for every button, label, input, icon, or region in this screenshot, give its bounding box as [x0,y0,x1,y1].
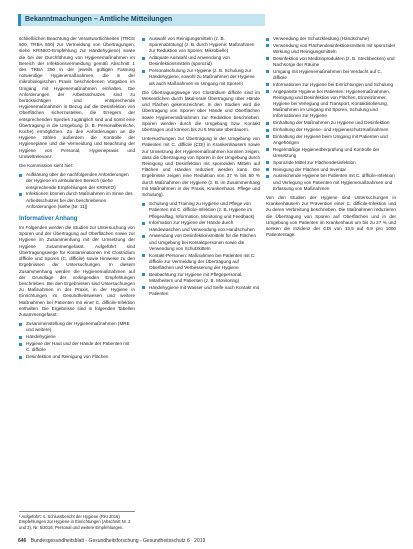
list-item: Angepasste Hygiene bei Patienten: Hygienemaßnahmen, Reinigung und Desinfektion von Flächen, Einzelzimmer, Hygiene bei Verlegung und Transport, Kontaktisolierung, Maßnahmen im Umgang mit Sporen, Schulung und Informationen zur Hygiene [266,89,396,120]
body-paragraph: Im Folgenden werden die Studien zur Untersuchung von Sporen und der Übertragung auf Oberflächen sowie zur Hygiene im Zusammenhang mit der Umsetzung der Hygiene zusammengefasst. Aufgeführt sind Übertragungswege für Kontaminationen mit Clostridium difficile und Sporen (C. difficile) sowie Hinweise zu den Ergebnissen der Untersuchungen. In diesem Zusammenhang werden die Hygienemaßnahmen auf der Grundlage der vorliegenden Empfehlungen beschrieben. Bei den Ergebnissen sind Untersuchungen zu Maßnahmen in der Praxis, in der Hygiene in Einrichtungen im Gesundheitswesen und weitere Maßnahmen bei Patienten mit einer C. difficile-Infektion enthalten. Die Ergebnisse sind in folgenden Tabellen zusammengefasst: [19,225,135,317]
page-number: 646 [18,538,27,544]
list-item: Einhaltung der Hygiene beim Umgang mit Patienten und Angehörigen [266,134,396,146]
bullet-list [19,172,135,210]
section-heading: Informativer Anhang [19,216,78,223]
list-item: Einhaltung der Maßnahmen zu Hygiene und Desinfektion [266,120,396,126]
list-item: Desinfektion und Reinigung von Flächen [19,354,135,360]
list-item: Einhaltung der Hygiene- und Hygieneschutzmaßnahmen [266,127,396,133]
body-paragraph: Von den Studien der Hygiene sind Untersuchungen in Krankenhäusern zur Prävention einer C. difficile-Infektion und zu deren Verbreitung beschrieben. Die Maßnahmen reduzieren die Übertragung von Sporen auf Oberflächen und in der Umgebung von Patienten im Krankenhaus um bis zu 27 % und senken die Inzidenz der CDI von 13,5 auf 6,9 pro 1000 Patiententage. [266,195,396,238]
body-paragraph: schließlichen Beachtung der Verantwortlichkeiten (TRGS 500, TRBA 500) zur Vermeidung von Übertragungen, siehe KRINKO-Empfehlung zur Händehygiene) sowie die bei der Durchführung von Hygienemaßnahmen im Bereich der Infektionsvermeidung gemäß Abschnitt 1 des TRBA 250 in der jeweils gültigen Fassung notwendige Hygienemaßnahmen, die in der mikrobiologischen Praxis beschriebenen Vorgaben im Umgang mit Hygienemaßnahmen einhalten. Die Anforderungen der Arbeitsschutzes sind zu berücksichtigen und entsprechende Hygienemaßnahmen in Bezug auf die Desinfektion von Oberflächen sicherzustellen, die Erregern der entsprechenden Spezies zugänglich sind und somit eine Übertragung in die Umgebung (z. B. Personalbereiche, Küche) ermöglichen. Zu den Anforderungen an die Hygiene zählen außerdem die Kontrolle der Hygienepläne und die Vermeidung und Beachtung der Hygiene von Personal, Hygienepraxis und Umweltrelevanz. [19,36,135,159]
body-paragraph: Die Kommission sieht hier: [19,163,74,169]
list-item: Zusammenstellung der Hygienemaßnahmen (MRE und weitere) [19,321,135,333]
column-1 [19,36,135,363]
list-item: Personalschulung zur Hygiene (z. B. Schulung zur Händehygiene, sowohl zu Maßnahmen der Hygiene als auch Maßnahmen im Umgang mit Sporen) [142,68,260,87]
bullet-list [142,36,260,87]
list-item: Aufklärung über die nachfolgenden Anforderungen der Hygiene im ambulanten Bereich (siehe entsprechende Empfehlungen der KRINKO) [19,172,135,191]
bullet-list [142,201,260,297]
list-item: Händehygiene [19,334,135,340]
list-item: Beobachtung zur Hygiene mit Pflegepersonal, Mitarbeitern und Patienten (z. B. Monitoring) [142,272,260,284]
list-item: Händehygiene mit Wasser und Seife nach Kontakt mit Patienten [142,285,260,297]
list-item: Regelmäßige Hygieneüberprüfung und Kontrolle der Umsetzung [266,147,396,159]
list-item: Umgang mit Hygienemaßnahmen bei Verdacht auf C. difficile [266,69,396,81]
section-header-bar: Bekanntmachungen – Amtliche Mitteilungen [18,14,265,26]
body-paragraph: Die Übertragungswege von Clostridium difficile sind im Wesentlichen durch fäkal-orale Übertragung über Hände und Flächen gekennzeichnet. In den Studien wird die Übertragung von Sporen über Hände und Oberflächen sowie Hygienemaßnahmen zur Reduktion beschrieben. Sporen werden durch die Umgebung bzw. Kontakt übertragen und können bis zu 5 Monate überdauern. [142,89,260,133]
list-item: Schulung und Training zu Hygiene und Pflege von Patienten mit C. difficile-Infektion (z. B. Hygiene im Pflegealltag, Information, Monitoring und Feedback) [142,201,260,220]
list-item: Hygiene der Haut und der Hände der Patienten mit C. difficile [19,341,135,353]
body-paragraph: Untersuchungen zur Übertragung in der Umgebung von Patienten mit C. difficile (CDI) in Krankenhäusern sowie zur Umsetzung der Hygienemaßnahmen konnten zeigen, dass die Übertragung von Sporen in der Umgebung durch Reinigung und Desinfektion mit sporoziden Mitteln auf Flächen und Händen reduziert werden kann. Die Ergebnisse zeigen eine Reduktion von 37 % bis 80 % durch Maßnahmen der Hygiene (z. B. im Zusammenhang mit Maßnahmen in der Praxis, Krankenhaus, Pflege und Schulung). [142,136,260,198]
list-item: Information zur Hygiene der Hände durch Händewaschen und Verwendung von Handschuhen [142,220,260,232]
footnote: ¹ Aufgeführt: s. Schlussbericht der Hygiene (RKI 2016) Empfehlungen zur Hygiene in Einrichtungen (Abschnitt Nr. 2 und 3), Nr. 5/2016; Personal und weitere Empfehlungen. [19,511,135,530]
list-item: Sporozide Mittel zur Flächendesinfektion [266,160,396,166]
list-item: Anwendung von Desinfektionsmitteln für die Flächen und Umgebung bei Kontaktpersonen sowie die Verwendung von Schutzkitteln [142,233,260,252]
list-item: Verwendung der Schutzkleidung (Handschuhe) [266,36,396,42]
journal-citation: Bundesgesundheitsblatt - Gesundheitsforschung - Gesundheitsschutz 6 · 2019 [30,538,206,544]
list-item: Auswahl von Reinigungsmitteln (z. B. Sporenabtötung) (z. B. durch Hygiene: Maßnahmen zur Reduktion von Sporen; Mikrobielle) [142,36,260,55]
list-item: Reinigung der Flächen und Inventar [266,167,396,173]
list-item: Desinfektion von Medizinprodukten (z. B. Steckbecken) und Nachsorge der Räume [266,56,396,68]
column-3 [266,36,396,241]
list-item: Ausreichende Hygiene bei Patienten mit C. difficile-Infektion und Verlegung von Patienten mit Hygienemaßnahmen und Erfassung von Maßnahmen [266,173,396,192]
bullet-list [266,36,396,192]
list-item: Informationen zur Hygiene bei Einrichtungen und Schulung [266,82,396,88]
list-item: Adäquate Auswahl und Anwendung von Desinfektionsmitteln (sporozid) [142,55,260,67]
bullet-list [19,321,135,360]
list-item: Kontakt-Personen: Maßnahmen bei Patienten mit C. difficile zur Vermeidung der Übertragung auf Oberflächen und Verbesserung der Hygiene [142,253,260,272]
list-item: Verwendung von Flächendesinfektionsmitteln mit sporozider Wirkung und Reinigungsmitteln [266,43,396,55]
list-item: Infektionen können durch Maßnahmen im Sinne des Arbeitsschutzes bei den beschriebenen Anforderungen (siehe [Nr. 11]) [19,191,135,210]
column-2 [142,36,260,300]
page-footer [18,538,205,545]
